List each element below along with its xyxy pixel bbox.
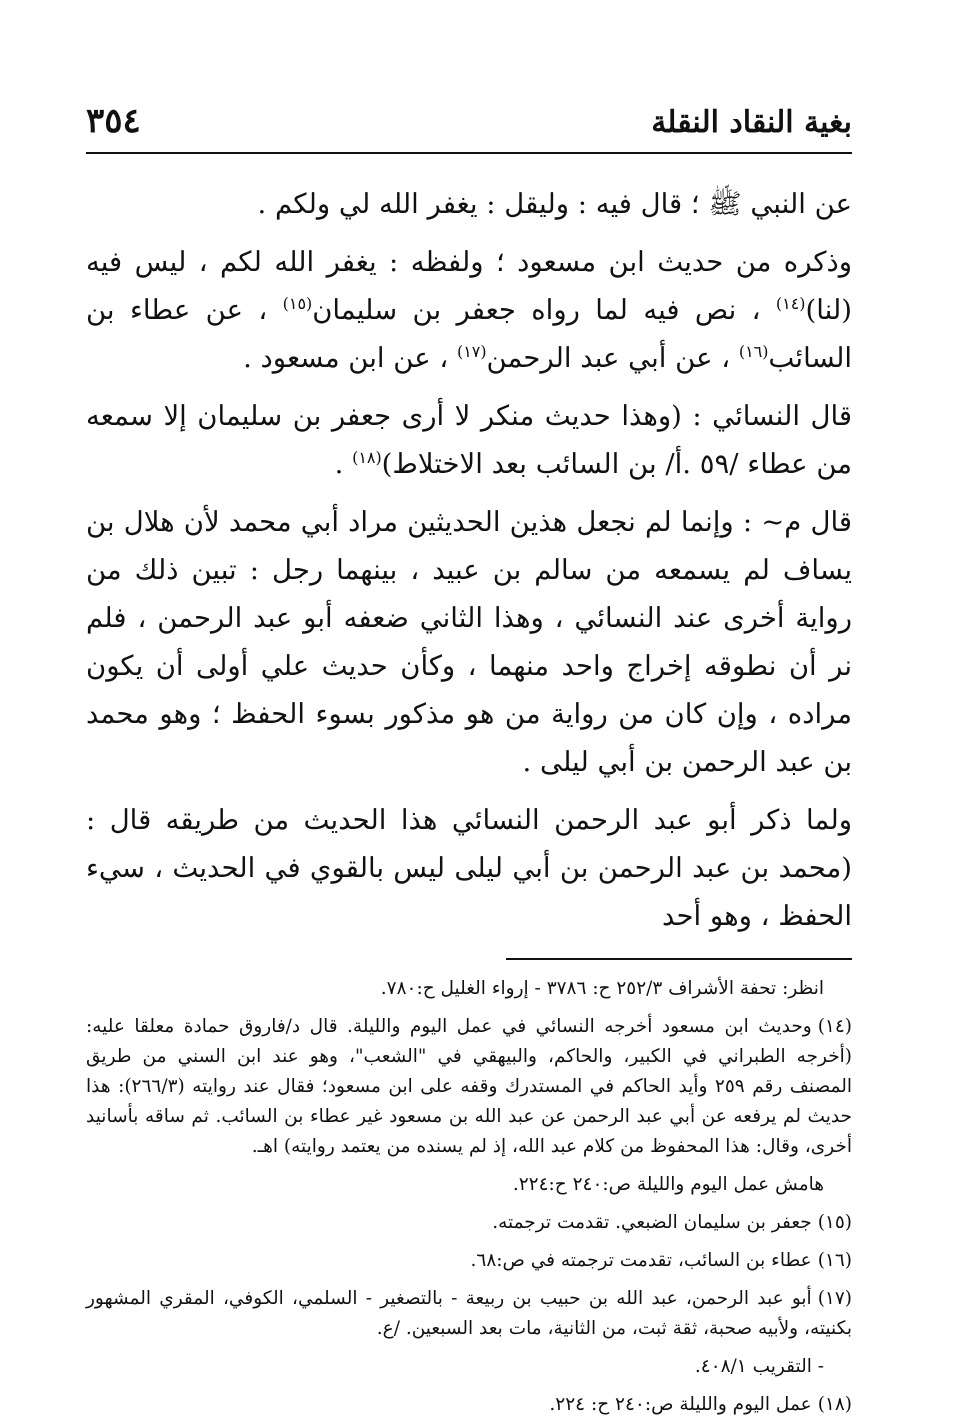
paragraph-2 bbox=[86, 238, 852, 382]
footnotes bbox=[86, 974, 852, 1420]
footnote-ref-18: (١٨) bbox=[352, 447, 382, 467]
paragraph-2-text-e: ، عن ابن مسعود . bbox=[243, 342, 457, 374]
footnote-rule bbox=[506, 958, 852, 960]
book-title: بغية النقاد النقلة bbox=[651, 105, 852, 140]
main-text bbox=[86, 180, 852, 940]
footnote-ref-14: (١٤) bbox=[775, 293, 806, 313]
footnote-14 bbox=[86, 1012, 852, 1162]
header-rule bbox=[86, 152, 852, 154]
footnote-ref-16: (١٦) bbox=[738, 341, 769, 361]
footnote-18 bbox=[86, 1390, 852, 1420]
paragraph-1: عن النبي ﷺ ؛ قال فيه : وليقل : يغفر الله لي ولكم . bbox=[257, 188, 852, 220]
footnote-ref-17: (١٧) bbox=[456, 341, 487, 361]
footnote-18-text: عمل اليوم والليلة ص:٢٤٠ ح: ٢٢٤. bbox=[549, 1394, 812, 1415]
footnote-14-text: وحديث ابن مسعود أخرجه النسائي في عمل اليوم والليلة. قال د/فاروق حمادة معلقا عليه: (أخرجه الطبراني في الكبير، والحاكم، والبيهقي في "الشعب"، وهو عند ابن السني من طريق المصنف رقم ٢٥٩ وأيد الحاكم في المستدرك وقفه على ابن مسعود؛ فقال عند روايته (٢٦٦/٣): هذا حديث لم يرفعه عن أبي عبد الرحمن عن عبد الله بن مسعود غير عطاء بن السائب. ثم ساقه بأسانيد أخرى، وقال: هذا المحفوظ من كلام عبد الله، إذ لم يسنده من يعتمد روايته) اهـ. bbox=[86, 1016, 853, 1157]
footnote-14-number: (١٤) bbox=[817, 1016, 852, 1037]
footnote-14-source: هامش عمل اليوم والليلة ص:٢٤٠ ح:٢٢٤. bbox=[512, 1174, 824, 1195]
page-number: ٣٥٤ bbox=[86, 101, 141, 141]
paragraph-2-text-b: ، نص فيه لما رواه جعفر بن سليمان bbox=[312, 294, 776, 326]
paragraph-5: ولما ذكر أبو عبد الرحمن النسائي هذا الحديث من طريقه قال : (محمد بن عبد الرحمن بن أبي ليلى ليس بالقوي في الحديث ، سيء الحفظ ، وهو أحد bbox=[86, 804, 852, 932]
paragraph-3-text-b: . bbox=[334, 448, 353, 480]
footnote-17-number: (١٧) bbox=[817, 1288, 852, 1309]
footnote-17 bbox=[86, 1284, 852, 1344]
footnote-15 bbox=[86, 1208, 852, 1238]
paragraph-2-text-d: ، عن أبي عبد الرحمن bbox=[486, 342, 739, 374]
page-header bbox=[86, 92, 852, 148]
footnote-16-number: (١٦) bbox=[817, 1250, 852, 1271]
footnote-18-number: (١٨) bbox=[817, 1394, 852, 1415]
footnote-source: انظر: تحفة الأشراف ٢٥٢/٣ ح: ٣٧٨٦ - إرواء الغليل ح:٧٨٠. bbox=[380, 978, 824, 999]
paragraph-2-text-c: ، عن عطاء بن السائب bbox=[86, 294, 852, 374]
footnote-15-text: جعفر بن سليمان الضبعي. تقدمت ترجمته. bbox=[492, 1212, 812, 1233]
book-page bbox=[86, 92, 853, 1415]
paragraph-4: قال م~ : وإنما لم نجعل هذين الحديثين مراد أبي محمد لأن هلال بن يساف لم يسمعه من سالم بن عبيد ، بينهما رجل : تبين ذلك من رواية أخرى عند النسائي ، وهذا الثاني ضعفه أبو عبد الرحمن ، فلم نر أن نطوقه إخراج واحد منهما ، وكأن حديث علي أولى أن يكون مراده ، وإن كان من رواية من هو مذكور بسوء الحفظ ؛ وهو محمد بن عبد الرحمن بن أبي ليلى . bbox=[86, 506, 852, 778]
paragraph-3-text-a: قال النسائي : (وهذا حديث منكر لا أرى جعفر بن سليمان إلا سمعه من عطاء /٥٩ .أ/ بن السائب بعد الاختلاط) bbox=[86, 400, 852, 480]
footnote-ref-15: (١٥) bbox=[282, 293, 313, 313]
footnote-16-text: عطاء بن السائب، تقدمت ترجمته في ص:٦٨. bbox=[470, 1250, 812, 1271]
paragraph-3 bbox=[86, 392, 852, 488]
footnote-17-text: أبو عبد الرحمن، عبد الله بن حبيب بن ربيعة - بالتصغير - السلمي، الكوفي، المقري المشهور بكنيته، ولأبيه صحبة، ثقة ثبت، من الثانية، مات بعد السبعين. /ع. bbox=[86, 1288, 852, 1339]
paragraph-2-text-a: وذكره من حديث ابن مسعود ؛ ولفظه : يغفر الله لكم ، ليس فيه (لنا) bbox=[86, 246, 852, 326]
footnote-16 bbox=[86, 1246, 852, 1276]
footnote-separator bbox=[86, 958, 852, 960]
footnote-15-number: (١٥) bbox=[817, 1212, 852, 1233]
footnote-17-source: - التقريب ٤٠٨/١. bbox=[694, 1356, 824, 1377]
